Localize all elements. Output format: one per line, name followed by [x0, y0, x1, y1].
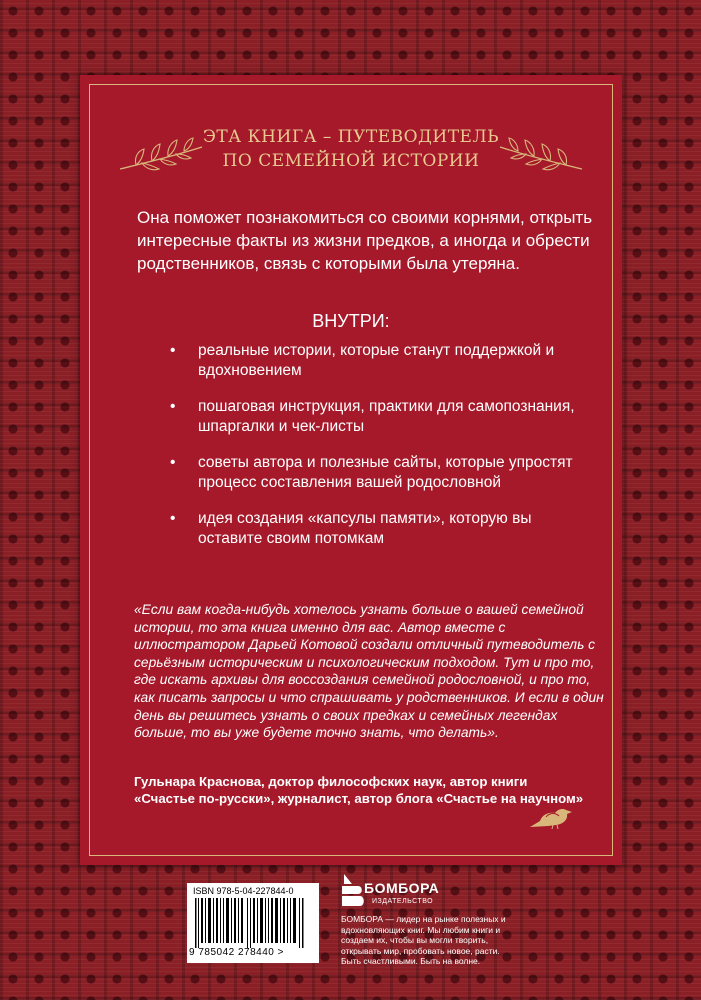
intro-text: Она поможет познакомиться со своими корнями, открыть интересные факты из жизни предков, а иногда и обрести родственников, связь с которыми была утеряна.	[137, 208, 593, 273]
bullet-icon: •	[170, 342, 176, 359]
publisher-name: БОМБОРА	[364, 880, 440, 896]
header-title: ЭТА КНИГА – ПУТЕВОДИТЕЛЬ ПО СЕМЕЙНОЙ ИСТОРИИ	[202, 127, 500, 171]
bombora-logo-icon	[338, 870, 366, 910]
publisher-subtitle: ИЗДАТЕЛЬСТВО	[372, 898, 434, 905]
bullet-icon: •	[170, 398, 176, 415]
isbn-text: ISBN 978-5-04-227844-0	[193, 886, 294, 896]
review-quote: «Если вам когда-нибудь хотелось узнать больше о вашей семейной истории, то эта книга именно для вас. Автор вместе с иллюстратором Дарьей Котовой создали отличный путеводитель с серьёзным историческим и психологическим подходом. Тут и про то, где искать архивы для воссоздания семейной родословной, и про то, как писать запросы и что спрашивать у родственников. И если в один день вы решитесь узнать о своих предках и семейных легендах больше, то вы уже будете точно знать, что делать».	[134, 602, 604, 741]
laurel-branch-left-icon	[116, 133, 204, 175]
back-cover-panel	[80, 75, 622, 865]
header	[90, 125, 612, 195]
barcode-number: 9 785042 278440 >	[189, 947, 284, 958]
bullet-icon: •	[170, 454, 176, 471]
publisher-description: БОМБОРА — лидер на рынке полезных и вдохновляющих книг. Мы любим книги и создаем их, чтобы вы могли творить, открывать мир, пробовать новое, расти. Быть счастливыми. Быть на волне.	[341, 914, 506, 966]
gold-frame	[89, 84, 613, 856]
laurel-branch-right-icon	[498, 133, 586, 175]
list-item: • реальные истории, которые станут поддержкой и вдохновением	[170, 342, 555, 379]
inside-title: ВНУТРИ:	[312, 311, 390, 331]
list-item: • идея создания «капсулы памяти», которую вы оставите своим потомкам	[170, 510, 532, 547]
list-item: • советы автора и полезные сайты, которые упростят процесс составления вашей родословной	[170, 454, 573, 491]
list-item: • пошаговая инструкция, практики для самопознания, шпаргалки и чек-листы	[170, 398, 575, 435]
barcode-bars	[195, 898, 307, 948]
bird-icon	[528, 803, 574, 829]
bullet-icon: •	[170, 510, 176, 527]
barcode	[187, 883, 319, 963]
review-author: Гульнара Краснова, доктор философских наук, автор книги «Счастье по-русски», журналист, автор блога «Счастье на научном»	[134, 774, 584, 806]
inside-list	[170, 341, 590, 565]
